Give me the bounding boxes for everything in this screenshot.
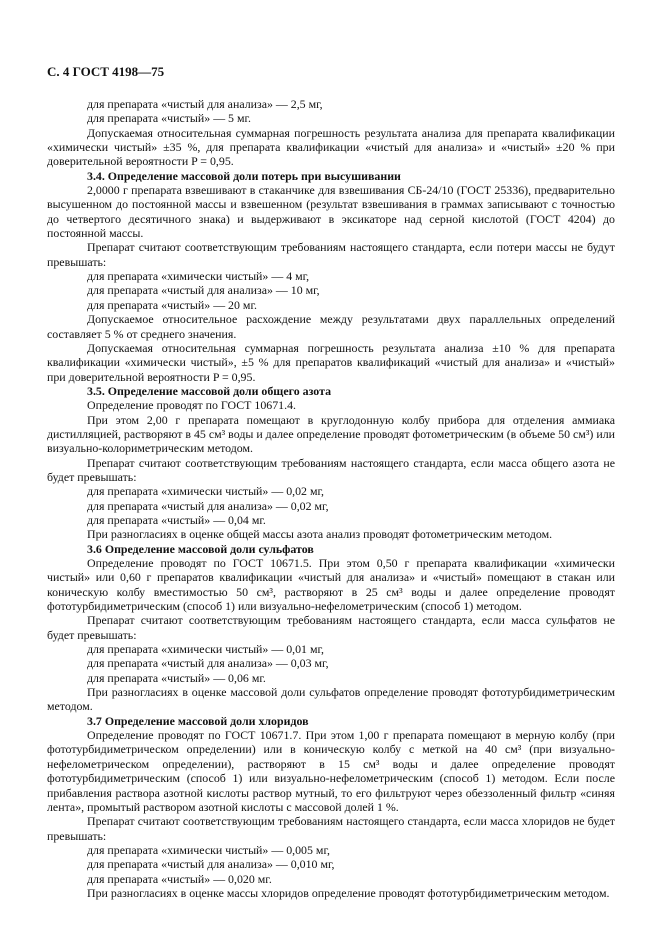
list-item: для препарата «чистый» — 20 мг. [87, 297, 257, 312]
list-item: для препарата «чистый» — 0,020 мг. [87, 871, 272, 886]
paragraph: Допускаемая относительная суммарная погрешность результата анализа для препарата квалификации «химически чистый» ±35 %, для препарата квалификации «чистый для анализа» и «чистый» ±20 % при доверительной вероятности P = 0,95. [47, 125, 615, 169]
paragraph: Допускаемая относительная суммарная погрешность результата анализа ±10 % для препарата квалификации «химически чистый», ±5 % для препаратов квалификаций «чистый для анализа» и «чистый» при доверительной вероятности P = 0,95. [47, 340, 615, 384]
list-item: для препарата «чистый» — 0,04 мг. [87, 512, 266, 527]
paragraph: При разногласиях в оценке массовой доли сульфатов определение проводят фототурбидиметрическим методом. [47, 685, 615, 714]
list-item: для препарата «чистый для анализа» — 2,5 мг, [87, 97, 323, 111]
section-heading: 3.5. Определение массовой доли общего азота [87, 383, 332, 398]
list-item: для препарата «чистый» — 5 мг. [87, 111, 252, 126]
paragraph: Определение проводят по ГОСТ 10671.4. [87, 398, 296, 413]
paragraph: Препарат считают соответствующим требованиям настоящего стандарта, если масса хлоридов не будет превышать: [47, 814, 615, 843]
list-item: для препарата «чистый» — 0,06 мг. [87, 670, 266, 685]
document-body [47, 97, 615, 900]
paragraph: Препарат считают соответствующим требованиям настоящего стандарта, если потери массы не будут превышать: [47, 240, 615, 269]
list-item: для препарата «чистый для анализа» — 0,02 мг, [87, 498, 329, 513]
paragraph: Препарат считают соответствующим требованиям настоящего стандарта, если масса сульфатов не будет превышать: [47, 613, 615, 642]
list-item: для препарата «химически чистый» — 4 мг, [87, 269, 310, 284]
list-item: для препарата «химически чистый» — 0,02 мг, [87, 484, 325, 499]
paragraph: Определение проводят по ГОСТ 10671.5. При этом 0,50 г препарата квалификации «химически чистый» или 0,60 г препаратов квалификации «чистый для анализа» и «чистый» помещают в стакан или коническую колбу вместимостью 50 см³, растворяют в 25 см³ воды и далее определение проводят фототурбидиметрическим (способ 1) или визуально-нефелометрическим (способ 1) методом. [47, 556, 615, 614]
list-item: для препарата «химически чистый» — 0,01 мг, [87, 642, 325, 657]
list-item: для препарата «чистый для анализа» — 0,03 мг, [87, 656, 329, 671]
list-item: для препарата «химически чистый» — 0,005 мг, [87, 842, 330, 857]
section-heading: 3.6 Определение массовой доли сульфатов [87, 541, 314, 556]
paragraph: Определение проводят по ГОСТ 10671.7. При этом 1,00 г препарата помещают в мерную колбу (при фототурбидиметрическом определении) или в коническую колбу с меткой на 40 см³ (при визуально-нефелометрическом определении), растворяют в 15 см³ воды и далее определение проводят фототурбидиметрическим (способ 1) или визуально-нефелометрическим (способ 1) методом. Если после прибавления раствора азотной кислоты раствор мутный, то его фильтруют через обеззоленный фильтр «синяя лента», промытый раствором азотной кислоты с массовой долей 1 %. [47, 728, 615, 814]
paragraph: При этом 2,00 г препарата помещают в круглодонную колбу прибора для отделения аммиака дистилляцией, растворяют в 45 см³ воды и далее определение проводят фотометрическим (в объеме 50 см³) или визуально-колориметрическим методом. [47, 412, 615, 456]
paragraph: 2,0000 г препарата взвешивают в стаканчике для взвешивания СБ-24/10 (ГОСТ 25336), предварительно высушенном до постоянной массы и взвешенном (результат взвешивания в граммах записывают с точностью до четвертого десятичного знака) и выдерживают в эксикаторе над серной кислотой (ГОСТ 4204) до постоянной массы. [47, 183, 615, 241]
paragraph: При разногласиях в оценке массы хлоридов определение проводят фототурбидиметрическим методом. [87, 885, 610, 900]
page-header: С. 4 ГОСТ 4198—75 [47, 64, 165, 79]
section-heading: 3.7 Определение массовой доли хлоридов [87, 713, 309, 728]
paragraph: При разногласиях в оценке общей массы азота анализ проводят фотометрическим методом. [87, 527, 553, 542]
list-item: для препарата «чистый для анализа» — 10 мг, [87, 283, 320, 298]
list-item: для препарата «чистый для анализа» — 0,010 мг, [87, 857, 335, 872]
paragraph: Допускаемое относительное расхождение между результатами двух параллельных определений составляет 5 % от среднего значения. [47, 312, 615, 341]
section-heading: 3.4. Определение массовой доли потерь при высушивании [87, 168, 401, 183]
paragraph: Препарат считают соответствующим требованиям настоящего стандарта, если масса общего азота не будет превышать: [47, 455, 615, 484]
